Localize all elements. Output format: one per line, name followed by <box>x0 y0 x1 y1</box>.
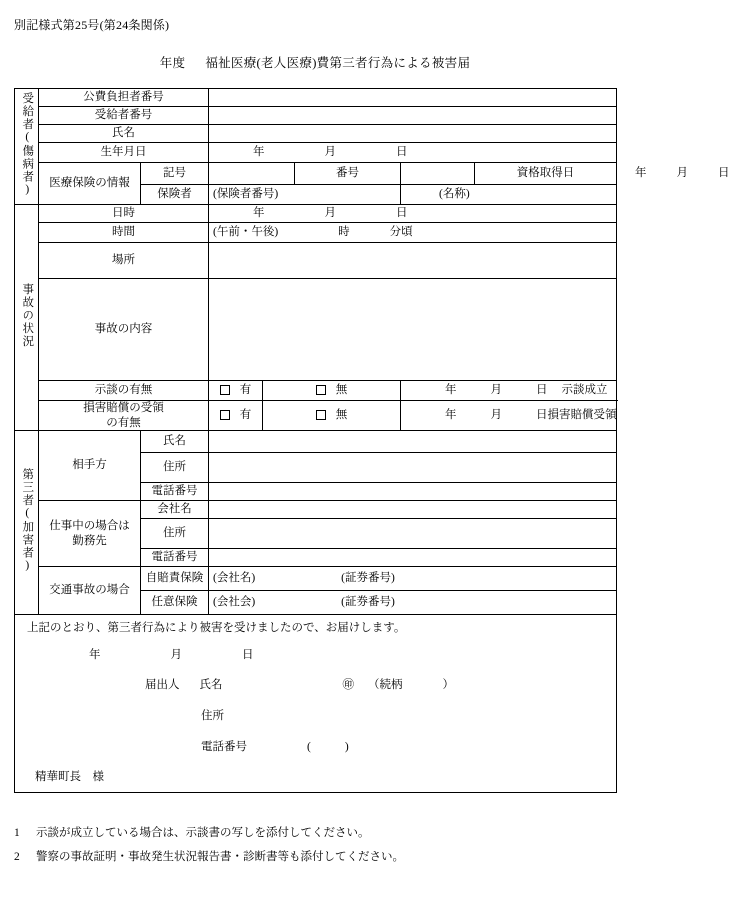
note-number: 1 <box>14 827 20 839</box>
table-row <box>15 381 617 401</box>
accident-ampm: (午前・午後) <box>213 226 279 239</box>
field-work-phone[interactable] <box>209 549 617 567</box>
birth-month-unit: 月 <box>324 146 336 159</box>
declaration-month-unit: 月 <box>170 649 182 661</box>
checkbox-icon[interactable] <box>220 385 230 395</box>
declaration-block <box>15 615 617 793</box>
filer-label: 届出人 <box>145 679 180 691</box>
settlement-month-unit: 月 <box>490 384 502 397</box>
label-accident-place: 場所 <box>39 243 209 279</box>
field-recipient-name[interactable] <box>209 125 617 143</box>
side-label-third-party <box>15 431 39 615</box>
declaration-year-unit: 年 <box>89 649 101 661</box>
relation-open: （続柄 <box>368 679 403 691</box>
declaration-day-unit: 日 <box>242 649 254 661</box>
label-insurance-number: 番号 <box>295 163 401 185</box>
field-recipient-number[interactable] <box>209 107 617 125</box>
settlement-year-unit: 年 <box>445 384 457 397</box>
label-accident-time: 時間 <box>39 223 209 243</box>
field-settlement-date[interactable] <box>401 381 617 401</box>
phone-paren-open: ( <box>307 741 311 753</box>
accident-hour-unit: 時 <box>338 226 350 239</box>
checkbox-settlement-no[interactable] <box>263 381 401 401</box>
table-row <box>15 107 617 125</box>
note-item <box>14 828 616 840</box>
filer-name-label: 氏名 <box>199 679 223 691</box>
field-voluntary-insurance[interactable] <box>209 591 617 615</box>
note-item <box>14 852 616 864</box>
label-work-phone: 電話番号 <box>141 549 209 567</box>
label-counterparty-name: 氏名 <box>141 431 209 453</box>
form-table <box>14 88 730 793</box>
filer-phone-row <box>201 740 349 754</box>
accident-minute-unit: 分頃 <box>389 226 413 239</box>
label-insurance-info: 医療保険の情報 <box>39 163 141 205</box>
accident-month-unit: 月 <box>324 207 336 220</box>
group-label-workplace <box>39 501 141 567</box>
label-recipient-name: 氏名 <box>39 125 209 143</box>
title-main: 福祉医療(老人医療)費第三者行為による被害届 <box>205 56 471 70</box>
checkbox-icon[interactable] <box>316 385 326 395</box>
label-settlement: 示談の有無 <box>39 381 209 401</box>
settlement-suffix: 示談成立 <box>561 384 608 397</box>
field-counterparty-name[interactable] <box>209 431 617 453</box>
field-counterparty-address[interactable] <box>209 453 617 483</box>
phone-paren-close: ) <box>344 741 349 753</box>
filer-phone-label: 電話番号 <box>201 741 247 753</box>
label-accident-datetime: 日時 <box>39 205 209 223</box>
field-public-payer-number[interactable] <box>209 89 617 107</box>
declaration-date[interactable] <box>89 648 254 662</box>
note-text: 示談が成立している場合は、示談書の写しを添付してください。 <box>36 827 370 839</box>
acq-day-unit: 日 <box>718 167 730 180</box>
checkbox-compensation-yes[interactable] <box>209 401 263 431</box>
compensation-day-suffix: 日損害賠償受領 <box>536 409 617 422</box>
filer-address-label: 住所 <box>201 710 224 722</box>
birth-year-unit: 年 <box>253 146 265 159</box>
label-birth-date: 生年月日 <box>39 143 209 163</box>
checkbox-settlement-yes[interactable] <box>209 381 263 401</box>
checkbox-icon[interactable] <box>316 410 326 420</box>
compensation-yes-label: 有 <box>239 409 252 422</box>
group-label-traffic-accident: 交通事故の場合 <box>39 567 141 615</box>
label-insurance-symbol: 記号 <box>141 163 209 185</box>
seal-icon: ㊞ <box>342 679 354 691</box>
compensation-year-unit: 年 <box>445 409 457 422</box>
field-compulsory-insurance[interactable] <box>209 567 617 591</box>
field-work-address[interactable] <box>209 519 617 549</box>
label-insurer: 保険者 <box>141 185 209 205</box>
table-row <box>15 567 617 591</box>
side-label-third-party-text: 第三者(加害者) <box>21 467 34 573</box>
acq-month-unit: 月 <box>676 167 689 180</box>
field-company-name[interactable] <box>209 501 617 519</box>
field-insurer-number[interactable] <box>209 185 401 205</box>
table-row <box>15 501 617 519</box>
addressee: 精華町長 様 <box>35 771 104 783</box>
label-compensation-line2: の有無 <box>106 416 141 429</box>
label-acquisition-date: 資格取得日 <box>475 163 617 185</box>
table-row <box>15 143 617 163</box>
label-recipient-number: 受給者番号 <box>39 107 209 125</box>
side-label-recipient <box>15 89 39 205</box>
settlement-no-label: 無 <box>335 384 348 397</box>
note-number: 2 <box>14 850 20 863</box>
note-text: 警察の事故証明・事故発生状況報告書・診断書等も添付してください。 <box>36 850 404 863</box>
compensation-no-label: 無 <box>335 409 348 422</box>
label-voluntary-insurance: 任意保険 <box>141 591 209 615</box>
table-row <box>15 401 617 431</box>
label-accident-content: 事故の内容 <box>39 279 209 381</box>
compulsory-company-hint: (会社名) <box>213 572 256 585</box>
compulsory-policy-hint: (証券番号) <box>341 572 395 585</box>
field-accident-content[interactable] <box>209 279 617 381</box>
field-birth-date[interactable] <box>209 143 617 163</box>
field-counterparty-phone[interactable] <box>209 483 617 501</box>
field-insurer-name[interactable] <box>401 185 617 205</box>
group-label-workplace-line2: 勤務先 <box>72 534 107 547</box>
label-counterparty-phone: 電話番号 <box>141 483 209 501</box>
insurer-name-hint: (名称) <box>439 188 470 201</box>
page-title <box>0 53 630 71</box>
label-company-name: 会社名 <box>141 501 209 519</box>
field-insurance-symbol[interactable] <box>209 163 295 185</box>
label-compensation <box>39 401 209 431</box>
label-compulsory-insurance: 自賠責保険 <box>141 567 209 591</box>
checkbox-compensation-no[interactable] <box>263 401 401 431</box>
accident-year-unit: 年 <box>253 207 265 220</box>
accident-day-unit: 日 <box>396 207 408 220</box>
field-accident-place[interactable] <box>209 243 617 279</box>
group-label-workplace-line1: 仕事中の場合は <box>49 520 130 533</box>
birth-day-unit: 日 <box>396 146 408 159</box>
table-row <box>15 163 617 185</box>
table-row <box>15 615 617 793</box>
relation-close: ） <box>442 679 454 691</box>
title-year: 年度 <box>159 56 186 70</box>
filer-address-row <box>201 709 224 723</box>
settlement-yes-label: 有 <box>239 384 252 397</box>
label-counterparty-address: 住所 <box>141 453 209 483</box>
table-row <box>15 431 617 453</box>
table-row <box>15 243 617 279</box>
table-row <box>15 279 617 381</box>
table-row <box>15 125 617 143</box>
group-label-counterparty: 相手方 <box>39 431 141 501</box>
declaration-text: 上記のとおり、第三者行為により被害を受けましたので、お届けします。 <box>27 622 406 634</box>
checkbox-icon[interactable] <box>220 410 230 420</box>
label-public-payer-number: 公費負担者番号 <box>39 89 209 107</box>
acq-year-unit: 年 <box>635 167 647 180</box>
side-label-accident-text: 事故の状況 <box>21 282 34 348</box>
compensation-month-unit: 月 <box>490 409 502 422</box>
label-work-address: 住所 <box>141 519 209 549</box>
side-label-accident <box>15 205 39 431</box>
insurer-number-hint: (保険者番号) <box>213 188 279 201</box>
footer-notes <box>14 828 616 875</box>
voluntary-policy-hint: (証券番号) <box>341 596 395 609</box>
voluntary-company-hint: (会社会) <box>213 596 256 609</box>
table-row <box>15 223 617 243</box>
form-number: 別記様式第25号(第24条関係) <box>14 18 170 32</box>
field-insurance-number[interactable] <box>401 163 475 185</box>
label-compensation-line1: 損害賠償の受領 <box>83 402 164 415</box>
field-accident-datetime[interactable] <box>209 205 617 223</box>
settlement-day-unit: 日 <box>536 384 548 397</box>
table-row <box>15 205 617 223</box>
field-compensation-date[interactable] <box>401 401 617 431</box>
side-label-recipient-text: 受給者(傷病者) <box>21 91 34 197</box>
table-row <box>15 89 617 107</box>
filer-row <box>145 678 454 692</box>
field-accident-time[interactable] <box>209 223 617 243</box>
